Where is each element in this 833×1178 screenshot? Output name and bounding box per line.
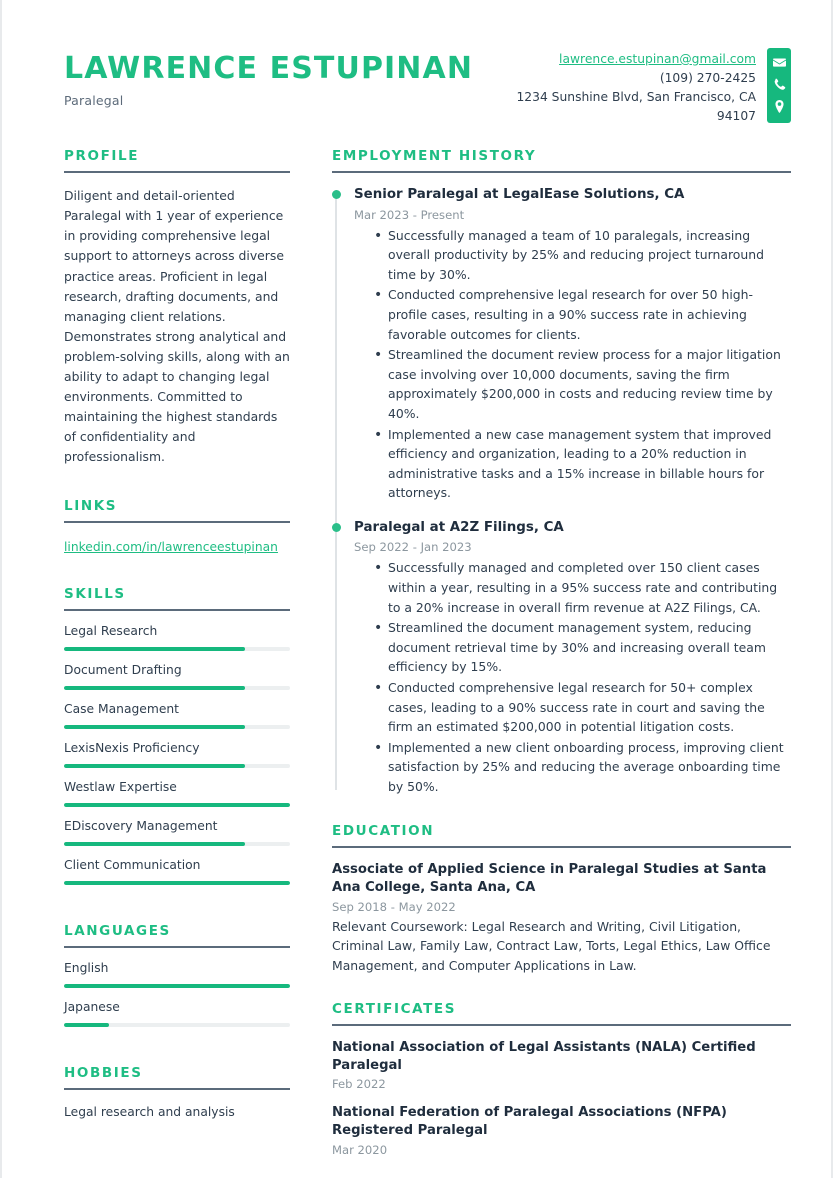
section-skills [64, 586, 290, 885]
section-rule [332, 171, 791, 173]
section-heading-education: EDUCATION [332, 823, 435, 840]
skill-track [64, 686, 290, 690]
list-item [64, 663, 290, 690]
list-item: Legal research and analysis [64, 1104, 235, 1119]
list-item [64, 741, 290, 768]
skill-label: LexisNexis Proficiency [64, 740, 200, 755]
list-item [64, 624, 290, 651]
skill-track [64, 842, 290, 846]
main-column [290, 148, 791, 1156]
spacer [332, 797, 791, 823]
skill-fill [64, 803, 290, 807]
section-languages [64, 923, 290, 1027]
skill-fill [64, 686, 245, 690]
employment-timeline [332, 186, 791, 796]
resume-body [2, 126, 831, 1156]
skill-fill [64, 842, 245, 846]
contact-icon-bar [767, 48, 791, 123]
skill-label: Document Drafting [64, 662, 182, 677]
certificate-title: National Association of Legal Assistants (NALA) Certified Paralegal [332, 1039, 756, 1073]
section-rule [64, 1088, 290, 1090]
contact-block [507, 48, 791, 126]
section-heading-links: LINKS [64, 497, 118, 514]
contact-details [507, 48, 767, 126]
list-item: • Successfully managed and completed over 150 client cases within a year, resulting in a 95% success rate and contributing to a 20% increase in overall firm revenue at A2Z Filings, CA. [374, 558, 791, 617]
list-item: • Streamlined the document management system, reducing document retrieval time by 30% and increasing overall team efficiency by 15%. [374, 618, 791, 677]
list-item[interactable]: linkedin.com/in/lawrenceestupinan [64, 539, 278, 554]
section-rule [64, 521, 290, 523]
skill-track [64, 647, 290, 651]
skill-track [64, 803, 290, 807]
list-item: • Implemented a new client onboarding process, improving client satisfaction by 25% and reducing the average onboarding time by 50%. [374, 738, 791, 797]
employment-entry [354, 519, 791, 797]
job-dates: Mar 2023 - Present [354, 207, 465, 222]
job-bullets [354, 226, 791, 503]
certificate-entry [332, 1039, 791, 1091]
contact-address: 1234 Sunshine Blvd, San Francisco, CA 94107 [516, 90, 756, 124]
list-item: • Successfully managed a team of 10 paralegals, increasing overall productivity by 25% and reducing project turnaround time by 30%. [374, 226, 791, 285]
education-entry [332, 861, 791, 974]
skill-label: Westlaw Expertise [64, 779, 177, 794]
degree-dates: Sep 2018 - May 2022 [332, 899, 456, 914]
list-item [64, 961, 290, 988]
job-dates: Sep 2022 - Jan 2023 [354, 540, 472, 555]
page-title: LAWRENCE ESTUPINAN [64, 51, 474, 86]
contact-phone: (109) 270-2425 [659, 71, 756, 86]
section-education [332, 823, 791, 974]
skill-fill [64, 1023, 109, 1027]
section-heading-languages: LANGUAGES [64, 922, 171, 939]
section-heading-employment: EMPLOYMENT HISTORY [332, 148, 537, 165]
list-item [64, 1000, 290, 1027]
job-title-subtitle: Paralegal [64, 93, 124, 108]
list-item [64, 819, 290, 846]
skill-track [64, 764, 290, 768]
language-label: Japanese [64, 999, 120, 1014]
list-item [64, 702, 290, 729]
section-rule [332, 1024, 791, 1026]
section-rule [64, 946, 290, 948]
envelope-icon [773, 56, 786, 69]
spacer [64, 897, 290, 923]
language-label: English [64, 960, 109, 975]
list-item: • Conducted comprehensive legal research for over 50 high-profile cases, resulting in a 90% success rate in achieving favorable outcomes for clients. [374, 285, 791, 344]
certificate-date: Mar 2020 [332, 1142, 388, 1157]
section-links [64, 498, 290, 556]
section-rule [332, 846, 791, 848]
skill-label: Legal Research [64, 623, 158, 638]
section-hobbies [64, 1065, 290, 1121]
section-rule [64, 609, 290, 611]
section-heading-certificates: CERTIFICATES [332, 1000, 457, 1017]
certificate-date: Feb 2022 [332, 1077, 386, 1092]
degree-description: Relevant Coursework: Legal Research and Writing, Civil Litigation, Criminal Law, Family Law, Contract Law, Torts, Legal Ethics, Law Office Management, and Computer Applications in Law. [332, 918, 771, 973]
certificate-title: National Federation of Paralegal Associations (NFPA) Registered Paralegal [332, 1105, 727, 1138]
employment-entry [354, 186, 791, 503]
skill-label: Client Communication [64, 857, 201, 872]
identity-block [64, 48, 473, 108]
contact-email-link[interactable]: lawrence.estupinan@gmail.com [559, 52, 756, 66]
skill-track [64, 1023, 290, 1027]
job-title: Senior Paralegal at LegalEase Solutions, CA [354, 187, 685, 203]
skill-fill [64, 984, 290, 988]
section-heading-skills: SKILLS [64, 585, 126, 602]
section-profile [64, 148, 290, 467]
list-item [64, 858, 290, 885]
spacer [64, 556, 290, 586]
degree-title: Associate of Applied Science in Paralegal Studies at Santa Ana College, Santa Ana, CA [332, 862, 767, 896]
list-item [64, 780, 290, 807]
skill-fill [64, 647, 245, 651]
spacer [64, 1039, 290, 1065]
spacer [332, 975, 791, 1001]
section-certificates [332, 1001, 791, 1157]
timeline-dot-icon [332, 523, 341, 532]
skill-track [64, 984, 290, 988]
section-heading-profile: PROFILE [64, 148, 140, 165]
section-rule [64, 171, 290, 173]
skill-fill [64, 881, 290, 885]
list-item: • Conducted comprehensive legal research for 50+ complex cases, leading to a 90% success rate in court and saving the firm an estimated $200,000 in potential litigation costs. [374, 678, 791, 737]
skill-label: Case Management [64, 701, 180, 716]
phone-icon [773, 78, 786, 91]
skill-fill [64, 764, 245, 768]
job-title: Paralegal at A2Z Filings, CA [354, 519, 564, 535]
profile-summary-text: Diligent and detail-oriented Paralegal with 1 year of experience in providing comprehensive legal support to attorneys across diverse practice areas. Proficient in legal research, drafting documents, and managing client relations. Demonstrates strong analytical and problem-solving skills, along with an ability to adapt to changing legal environments. Committed to maintaining the highest standards of confidentiality and professionalism. [64, 188, 290, 465]
list-item: • Streamlined the document review process for a major litigation case involving over 10,000 documents, saving the firm approximately $200,000 in costs and reducing review time by 40%. [374, 345, 791, 423]
skill-label: EDiscovery Management [64, 818, 218, 833]
certificate-entry [332, 1104, 791, 1156]
skill-track [64, 725, 290, 729]
section-employment-history [332, 148, 791, 796]
job-bullets [354, 558, 791, 796]
section-heading-hobbies: HOBBIES [64, 1064, 143, 1081]
location-pin-icon [773, 100, 786, 113]
list-item: • Implemented a new case management system that improved efficiency and organization, leading to a 20% reduction in administrative tasks and a 15% increase in billable hours for attorneys. [374, 425, 791, 503]
sidebar-column [64, 148, 290, 1156]
timeline-dot-icon [332, 190, 341, 199]
resume-header [2, 0, 831, 126]
spacer [64, 468, 290, 498]
skill-fill [64, 725, 245, 729]
skill-track [64, 881, 290, 885]
